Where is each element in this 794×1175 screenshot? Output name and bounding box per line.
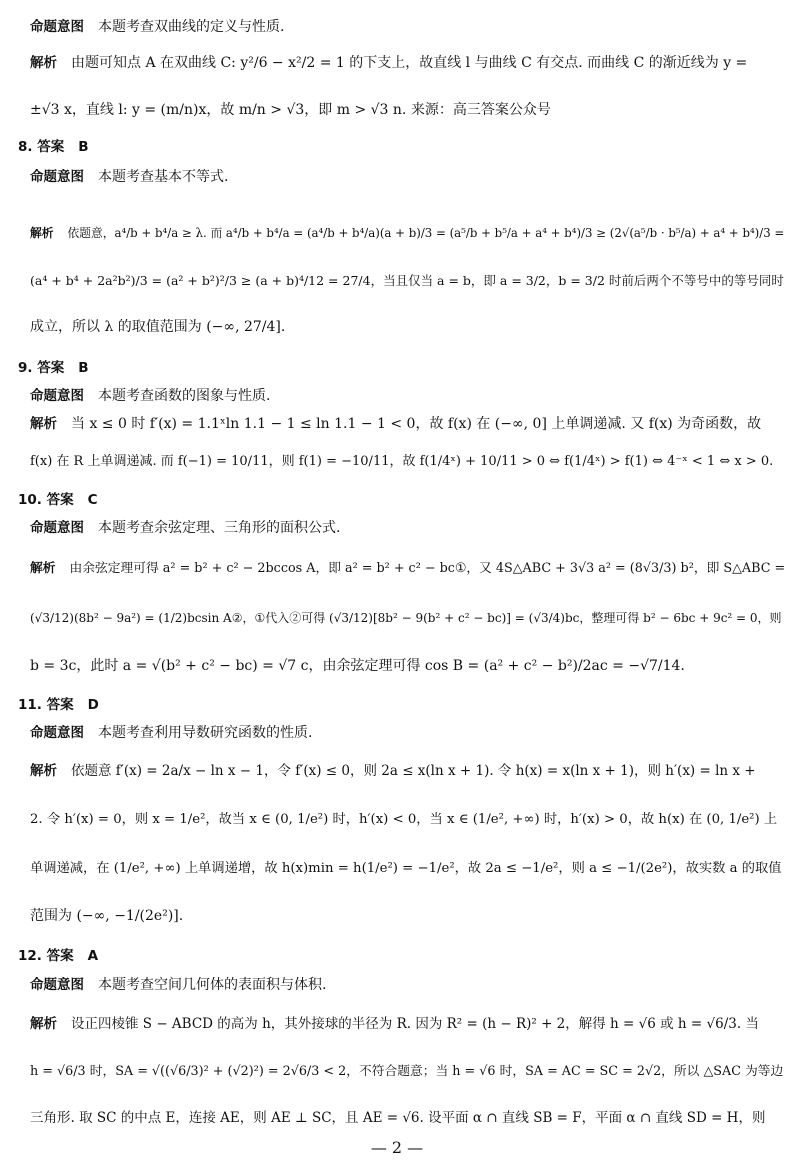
analysis-text: 依题意 f′(x) = 2a/x − ln x − 1，令 f′(x) ≤ 0，则 2a ≤ x(ln x + 1). 令 h(x) = x(ln x + 1)，则 h′(x) = ln x + xyxy=(71,763,756,779)
q8-intent-line xyxy=(30,170,228,185)
question-number: 9. xyxy=(18,360,33,376)
q8-analysis-line-2: (a⁴ + b⁴ + 2a²b²)/3 = (a² + b²)²/3 ≥ (a + b)⁴/12 = 27/4，当且仅当 a = b，即 a = 3/2，b = 3/2 时前后两个不等号中的等号同时 xyxy=(30,273,784,288)
q7-analysis-line-1 xyxy=(30,56,747,71)
intent-text: 本题考查函数的图象与性质. xyxy=(98,388,271,404)
q12-analysis-line-2: h = √6/3 时，SA = √((√6/3)² + (√2)²) = 2√6/3 < 2，不符合题意；当 h = √6 时，SA = AC = SC = 2√2，所以 △SAC 为等边 xyxy=(30,1064,784,1079)
analysis-text: 设正四棱锥 S − ABCD 的高为 h，其外接球的半径为 R. 因为 R² = (h − R)² + 2，解得 h = √6 或 h = √6/3. 当 xyxy=(71,1016,759,1032)
intent-text: 本题考查基本不等式. xyxy=(98,169,229,185)
intent-label: 命题意图 xyxy=(30,19,84,35)
answer-label: 答案 xyxy=(46,492,74,508)
q12-analysis-line-1 xyxy=(30,1018,759,1032)
q10-analysis-line-2: (√3/12)(8b² − 9a²) = (1/2)bcsin A②，①代入②可得 (√3/12)[8b² − 9(b² + c² − bc)] = (√3/4)bc，整理可得 b² − 6bc + 9c² = 0，则 xyxy=(30,611,782,625)
q10-intent-line xyxy=(30,521,340,536)
analysis-text: 当 x ≤ 0 时 f′(x) = 1.1ˣln 1.1 − 1 ≤ ln 1.1 − 1 < 0，故 f(x) 在 (−∞, 0] 上单调递减. 又 f(x) 为奇函数，故 xyxy=(71,416,762,432)
question-number: 11. xyxy=(18,697,42,713)
q9-analysis-line-2: f(x) 在 R 上单调递减. 而 f(−1) = 10/11，则 f(1) = −10/11，故 f(1/4ˣ) + 10/11 > 0 ⇔ f(1/4ˣ) > f(1) ⇔ 4⁻ˣ < 1 ⇔ x > 0. xyxy=(30,454,774,469)
q9-intent-line xyxy=(30,389,270,404)
q11-analysis-line-1 xyxy=(30,765,756,779)
answer-label: 答案 xyxy=(37,139,65,155)
answer-label: 答案 xyxy=(46,697,74,713)
q11-analysis-line-4: 范围为 (−∞, −1/(2e²)]. xyxy=(30,908,184,924)
q8-answer-line xyxy=(18,141,89,155)
q8-analysis-line-1 xyxy=(30,228,784,240)
answer-label: 答案 xyxy=(46,948,74,964)
question-number: 10. xyxy=(18,492,42,508)
question-number: 8. xyxy=(18,139,33,155)
q10-answer-line xyxy=(18,494,98,508)
answer-value: A xyxy=(87,948,99,964)
analysis-label: 解析 xyxy=(30,55,57,71)
q9-analysis-line-1 xyxy=(30,417,761,432)
page-number: — 2 — xyxy=(370,1138,424,1157)
answer-value: C xyxy=(87,492,98,508)
analysis-label: 解析 xyxy=(30,416,57,432)
q12-answer-line xyxy=(18,950,98,964)
intent-text: 本题考查余弦定理、三角形的面积公式. xyxy=(98,520,341,536)
q10-analysis-line-3: b = 3c，此时 a = √(b² + c² − bc) = √7 c，由余弦定理可得 cos B = (a² + c² − b²)/2ac = −√7/14. xyxy=(30,658,685,674)
q10-analysis-line-1 xyxy=(30,563,785,576)
q11-analysis-line-3: 单调递减，在 (1/e², +∞) 上单调递增，故 h(x)min = h(1/e²) = −1/e²，故 2a ≤ −1/e²，则 a ≤ −1/(2e²)，故实数 a 的取值 xyxy=(30,861,782,876)
q11-answer-line xyxy=(18,699,99,713)
q12-intent-line xyxy=(30,978,326,993)
answer-value: B xyxy=(78,360,89,376)
answer-label: 答案 xyxy=(37,360,65,376)
intent-label: 命题意图 xyxy=(30,977,84,993)
analysis-label: 解析 xyxy=(30,763,57,779)
q9-answer-line xyxy=(18,362,89,376)
answer-value: B xyxy=(78,139,89,155)
intent-label: 命题意图 xyxy=(30,520,84,536)
analysis-text: 依题意，a⁴/b + b⁴/a ≥ λ. 而 a⁴/b + b⁴/a = (a⁴/b + b⁴/a)(a + b)/3 = (a⁵/b + b⁵/a + a⁴ + b⁴)/3 ≥ (2√(a⁵/b · b⁵/a) + a⁴ + b⁴)/3 = xyxy=(67,226,785,240)
analysis-text: 由余弦定理可得 a² = b² + c² − 2bccos A，即 a² = b² + c² − bc①，又 4S△ABC + 3√3 a² = (8√3/3) b²，即 S△ABC = xyxy=(69,561,786,576)
q11-analysis-line-2: 2. 令 h′(x) = 0，则 x = 1/e²，故当 x ∈ (0, 1/e²) 时，h′(x) < 0，当 x ∈ (1/e², +∞) 时，h′(x) > 0，故 h(x) 在 (0, 1/e²) 上 xyxy=(30,812,778,827)
intent-label: 命题意图 xyxy=(30,169,84,185)
intent-text: 本题考查空间几何体的表面积与体积. xyxy=(98,977,327,993)
q11-intent-line xyxy=(30,726,312,741)
intent-text: 本题考查双曲线的定义与性质. xyxy=(98,19,285,35)
analysis-label: 解析 xyxy=(30,561,56,576)
answer-value: D xyxy=(87,697,99,713)
intent-text: 本题考查利用导数研究函数的性质. xyxy=(98,725,313,741)
q7-intent-line xyxy=(30,20,284,35)
q8-analysis-line-3: 成立，所以 λ 的取值范围为 (−∞, 27/4]. xyxy=(30,319,286,335)
analysis-label: 解析 xyxy=(30,1016,57,1032)
question-number: 12. xyxy=(18,948,42,964)
q7-analysis-line-2: ±√3 x，直线 l: y = (m/n)x，故 m/n > √3，即 m > √3 n. 来源：高三答案公众号 xyxy=(30,102,551,118)
intent-label: 命题意图 xyxy=(30,388,84,404)
intent-label: 命题意图 xyxy=(30,725,84,741)
q12-analysis-line-3: 三角形. 取 SC 的中点 E，连接 AE，则 AE ⊥ SC，且 AE = √6. 设平面 α ∩ 直线 SB = F，平面 α ∩ 直线 SD = H，则 xyxy=(30,1110,766,1126)
analysis-text: 由题可知点 A 在双曲线 C: y²/6 − x²/2 = 1 的下支上，故直线 l 与曲线 C 有交点. 而曲线 C 的渐近线为 y = xyxy=(71,55,748,71)
analysis-label: 解析 xyxy=(30,226,54,240)
